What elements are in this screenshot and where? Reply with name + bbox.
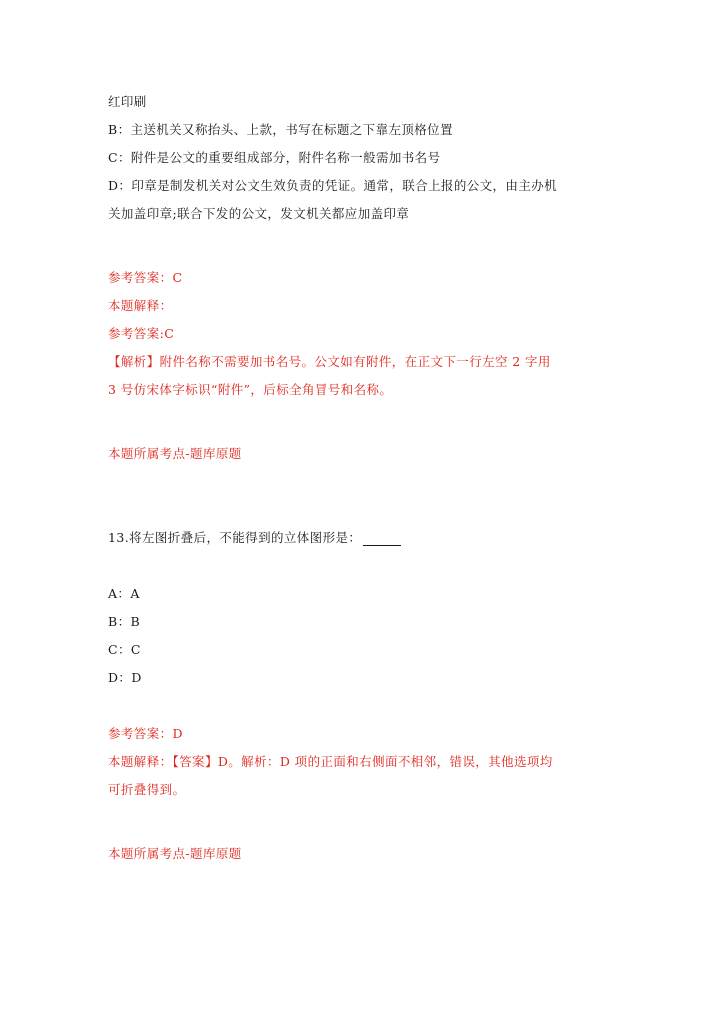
prev-answer: 参考答案：C — [108, 270, 183, 285]
q13-explain-line1: 本题解释：【答案】D。解析：D 项的正面和右侧面不相邻，错误，其他选项均 — [108, 754, 553, 769]
q13-option-d: D：D — [108, 670, 142, 685]
q13-question — [108, 524, 618, 552]
q13-question-text: 13.将左图折叠后，不能得到的立体图形是： — [108, 530, 362, 545]
prev-explain-label: 本题解释： — [108, 298, 173, 313]
prev-option-c: C：附件是公文的重要组成部分，附件名称一般需加书名号 — [108, 150, 441, 165]
prev-analysis-line1: 【解析】附件名称不需要加书名号。公文如有附件，在正文下一行左空 2 字用 — [108, 354, 551, 369]
q13-option-b: B：B — [108, 614, 141, 629]
prev-option-d-line2: 关加盖印章;联合下发的公文，发文机关都应加盖印章 — [108, 206, 410, 221]
q13-answer: 参考答案：D — [108, 726, 183, 741]
q13-option-a: A：A — [108, 586, 140, 601]
prev-analysis-line2: 3 号仿宋体字标识“附件”，后标全角冒号和名称。 — [108, 382, 393, 397]
prev-option-d-line1: D：印章是制发机关对公文生效负责的凭证。通常，联合上报的公文，由主办机 — [108, 178, 558, 193]
prev-option-b: B：主送机关又称抬头、上款，书写在标题之下靠左顶格位置 — [108, 122, 453, 137]
document-page — [108, 88, 618, 868]
prev-topic: 本题所属考点-题库原题 — [108, 446, 242, 461]
prev-answer-repeat: 参考答案:C — [108, 326, 175, 341]
q13-topic: 本题所属考点-题库原题 — [108, 846, 242, 861]
q13-option-c: C：C — [108, 642, 141, 657]
prev-option-a-tail: 红印刷 — [108, 94, 147, 109]
answer-blank — [363, 531, 401, 546]
q13-explain-line2: 可折叠得到。 — [108, 782, 186, 797]
